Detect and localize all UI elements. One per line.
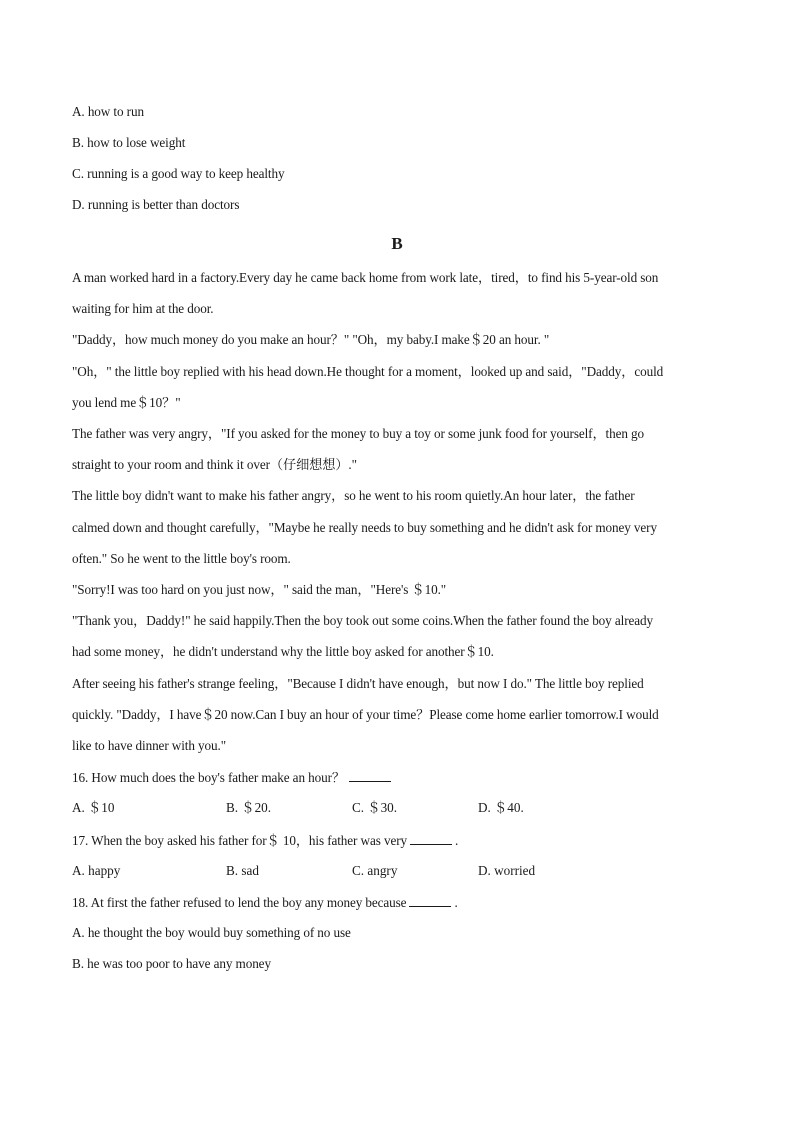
- passage-line: "Daddy，how much money do you make an hour？" "Oh，my baby.I make＄20 an hour. ": [72, 332, 550, 347]
- q18-option-b[interactable]: B. he was too poor to have any money: [72, 956, 271, 971]
- question-17: [72, 832, 458, 849]
- q16-option-c[interactable]: C. ＄30.: [352, 800, 398, 815]
- prev-option-a: A. how to run: [72, 104, 144, 119]
- question-stem-end: .: [455, 833, 459, 848]
- q17-option-b[interactable]: B. sad: [226, 863, 259, 878]
- passage-line: you lend me＄10？": [72, 395, 181, 410]
- passage-line: waiting for him at the door.: [72, 301, 214, 316]
- q16-option-d[interactable]: D. ＄40.: [478, 800, 524, 815]
- prev-option-c: C. running is a good way to keep healthy: [72, 166, 285, 181]
- passage-line: calmed down and thought carefully，"Maybe he really needs to buy something and he didn't ask for money very: [72, 520, 657, 535]
- answer-blank[interactable]: [410, 832, 452, 845]
- passage-line: like to have dinner with you.": [72, 738, 227, 753]
- answer-blank[interactable]: [409, 894, 451, 907]
- section-heading: B: [391, 234, 403, 253]
- question-number: 18.: [72, 895, 89, 910]
- passage-line: "Sorry!I was too hard on you just now，" said the man，"Here's ＄10.": [72, 582, 447, 597]
- passage-line: quickly. "Daddy，I have＄20 now.Can I buy an hour of your time？Please come home earlier tomorrow.I would: [72, 707, 659, 722]
- question-stem: How much does the boy's father make an hour？: [91, 770, 345, 785]
- prev-option-d: D. running is better than doctors: [72, 197, 240, 212]
- prev-option-b: B. how to lose weight: [72, 135, 186, 150]
- passage-line: After seeing his father's strange feeling，"Because I didn't have enough，but now I do." The little boy replied: [72, 676, 644, 691]
- q17-option-d[interactable]: D. worried: [478, 863, 536, 878]
- question-18: [72, 894, 458, 911]
- passage-line: "Thank you，Daddy!" he said happily.Then the boy took out some coins.When the father found the boy already: [72, 613, 653, 628]
- q17-option-c[interactable]: C. angry: [352, 863, 398, 878]
- question-stem: At first the father refused to lend the boy any money because: [90, 895, 407, 910]
- passage-line: "Oh，" the little boy replied with his head down.He thought for a moment，looked up and said，"Daddy，could: [72, 364, 664, 379]
- passage-line: The little boy didn't want to make his father angry，so he went to his room quietly.An hour later，the father: [72, 488, 635, 503]
- passage-line: The father was very angry，"If you asked for the money to buy a toy or some junk food for yourself，then go: [72, 426, 645, 441]
- q18-option-a[interactable]: A. he thought the boy would buy something of no use: [72, 925, 351, 940]
- question-number: 17.: [72, 833, 89, 848]
- passage-line: A man worked hard in a factory.Every day he came back home from work late，tired，to find his 5-year-old son: [72, 270, 659, 285]
- q16-option-b[interactable]: B. ＄20.: [226, 800, 272, 815]
- question-number: 16.: [72, 770, 89, 785]
- question-stem: When the boy asked his father for＄ 10，his father was very: [91, 833, 407, 848]
- answer-blank[interactable]: [349, 769, 391, 782]
- q17-option-a[interactable]: A. happy: [72, 863, 121, 878]
- question-16: [72, 769, 391, 786]
- q16-option-a[interactable]: A. ＄10: [72, 800, 115, 815]
- question-stem-end: .: [454, 895, 458, 910]
- passage-line: had some money，he didn't understand why the little boy asked for another＄10.: [72, 644, 494, 659]
- passage-line: straight to your room and think it over（仔细想想）.": [72, 457, 357, 472]
- passage-line: often." So he went to the little boy's room.: [72, 551, 291, 566]
